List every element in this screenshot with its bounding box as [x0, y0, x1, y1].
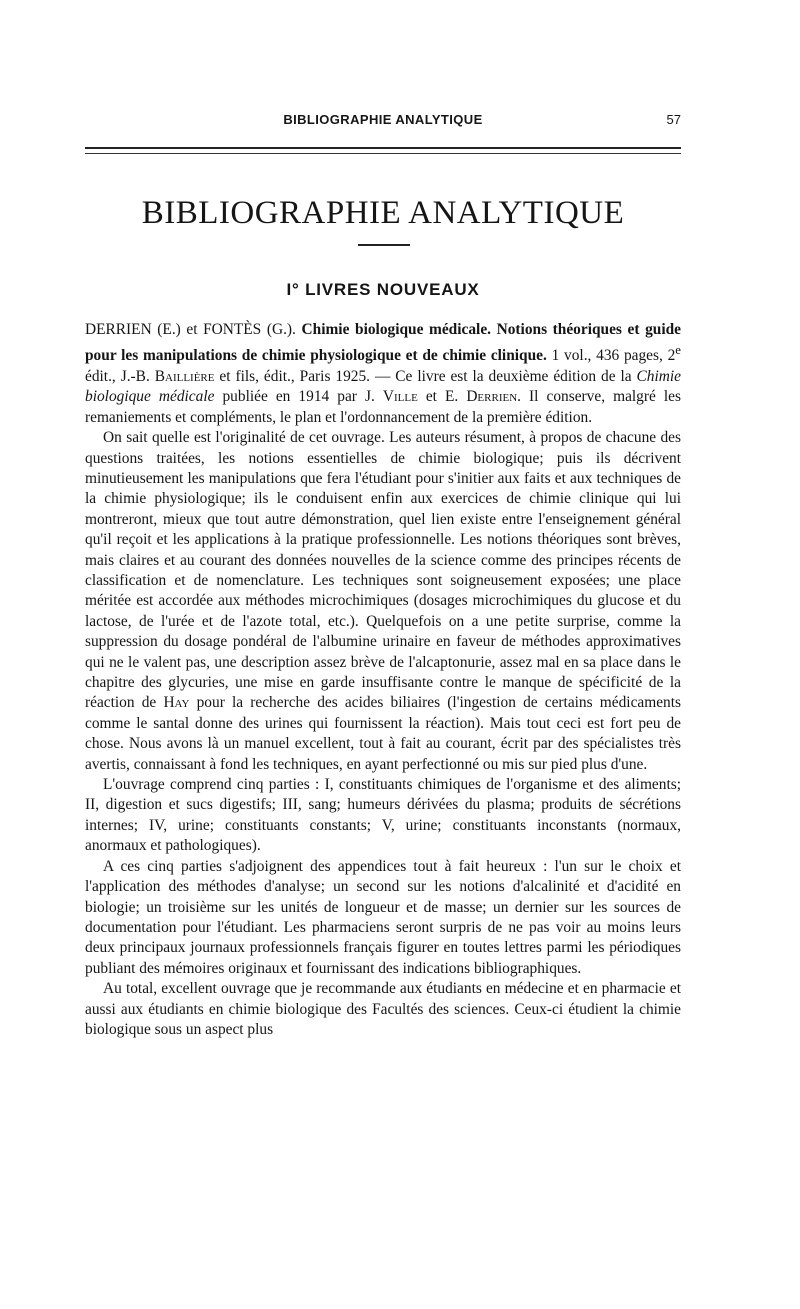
paragraph-1: [85, 428, 681, 775]
edition-superscript: e: [675, 343, 681, 358]
entry-name-derrien: Derrien: [466, 388, 518, 406]
paragraph-4: Au total, excellent ouvrage que je recommande aux étudiants en médecine et en pharmacie et aussi aux étudiants en chimie biologique des Facultés des sciences. Ceux-ci étudient la chimie biologique sous un aspect plus: [85, 980, 681, 1038]
entry-details-3: et fils, édit., Paris 1925. — Ce livre est la deuxième édition de la: [214, 367, 637, 385]
main-title: BIBLIOGRAPHIE ANALYTIQUE: [141, 195, 625, 231]
title-rule: [358, 244, 410, 246]
entry-details-2: édit., J.-B.: [85, 367, 155, 385]
entry-details-5: et E.: [417, 388, 467, 406]
entry-name-ville: Ville: [382, 388, 418, 406]
page-number: 57: [666, 112, 681, 127]
paragraph-2: L'ouvrage comprend cinq parties : I, constituants chimiques de l'organisme et des aliments; II, digestion et sucs digestifs; III, sang; humeurs dérivées du plasma; produits de sécrétions internes; IV, urine; constituants constants; V, urine; constituants inconstants (normaux, anormaux et pathologiques).: [85, 776, 681, 855]
header-rule-thick: [85, 147, 681, 149]
entry-book-italic: Chimie biologique médicale: [85, 367, 681, 406]
running-title: BIBLIOGRAPHIE ANALYTIQUE: [283, 112, 483, 127]
running-head: [85, 112, 681, 132]
entry-details-4: publiée en 1914 par J.: [214, 388, 383, 406]
entry-book-title: Chimie biologique médicale. Notions théoriques et guide pour les manipulations de chimie physiologique et de chimie clinique.: [85, 321, 681, 365]
paragraph-1-text: On sait quelle est l'originalité de cet ouvrage. Les auteurs résument, à propos de chacune des questions traitées, les notions essentielles de chimie biologique; puis ils décrivent minutieusement les manipulations que fera l'étudiant pour s'initier aux faits et aux techniques de la chimie physiologique; ils le conduisent enfin aux exercices de chimie clinique qui lui montreront, mieux que tout autre démonstration, quel lien existe entre l'enseignement général qu'il reçoit et les applications à la pratique professionnelle. Les notions théoriques sont brèves, mais claires et au courant des données nouvelles de la science comme des principes récents de classification et de nomenclature. Les techniques sont soigneusement exposées; une place méritée est accordée aux méthodes microchimiques (dosages microchimiques du glucose et du lactose, de l'urée et de l'azote total, etc.). Quelquefois on a une petite surprise, comme la suppression du dosage pondéral de l'albumine urinaire en faveur de méthodes approximatives qui ne le valent pas, une description assez brève de l'alcaptonurie, assez mal en sa place dans le chapitre des glycuries, une mise en garde insuffisante contre le manque de spécificité de la réaction de: [85, 429, 681, 712]
entry-authors: DERRIEN (E.) et FONTÈS (G.).: [85, 321, 296, 338]
body-text: [85, 320, 681, 1040]
entry-publisher: Baillière: [154, 367, 215, 385]
bibliographic-entry: [85, 320, 681, 428]
entry-details-6: . Il conserve, malgré les remaniements et compléments, le plan et l'ordonnancement de la première édition.: [85, 388, 681, 426]
paragraph-3: A ces cinq parties s'adjoignent des appendices tout à fait heureux : l'un sur le choix et l'application des méthodes d'analyse; un second sur les notions d'alcalinité et d'acidité en biologie; un troisième sur les unités de longueur et de masse; un dernier sur les sources de documentation pour l'étudiant. Les pharmaciens seront surpris de ne pas voir au moins leurs deux principaux journaux professionnels français figurer en toutes lettres parmi les périodiques publiant des mémoires originaux et fournissant des indications bibliographiques.: [85, 857, 681, 977]
section-heading: I° LIVRES NOUVEAUX: [286, 280, 480, 299]
entry-details-1: 1 vol., 436 pages, 2: [551, 347, 676, 365]
paragraph-1-end: pour la recherche des acides biliaires (l'ingestion de certains médicaments comme le santal donne des urines qui fournissent la réaction). Mais tout ceci est fort peu de chose. Nous avons là un manuel excellent, tout à fait au courant, écrit par des spécialistes très avertis, connaissant à fond les techniques, en ayant perfectionné ou mis sur pied plus d'une.: [85, 694, 681, 773]
paragraph-1-name-hay: Hay: [163, 694, 190, 712]
header-rule-thin: [85, 153, 681, 154]
